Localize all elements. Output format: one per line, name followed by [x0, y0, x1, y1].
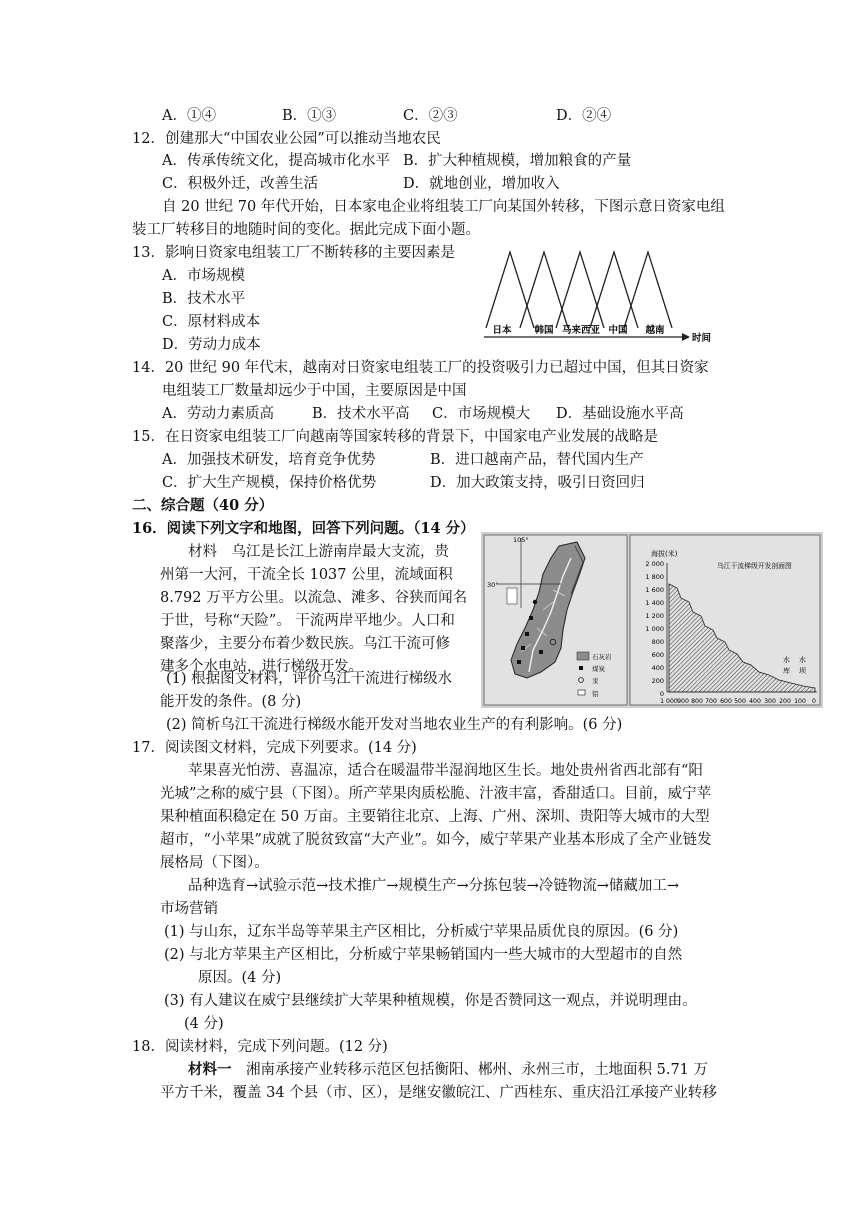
q16-material-line-5: 聚落少，主要分布着少数民族。乌江干流可修 — [160, 636, 450, 652]
wujiang-profile-chart — [630, 535, 820, 705]
profile-title: 乌江干流梯级开发剖面图 — [717, 562, 792, 570]
q17-para-line-1: 苹果喜光怕涝、喜温凉，适合在暖温带半湿润地区生长。地处贵州省西北部有“阳 — [188, 763, 703, 779]
q12-stem: 12．创建那大“中国农业公园”可以推动当地农民 — [132, 131, 441, 147]
q16-stem: 16．阅读下列文字和地图，回答下列问题。（14 分） — [132, 520, 475, 537]
q11-option-d: D．②④ — [556, 108, 612, 124]
q15-stem: 15．在日资家电组装工厂向越南等国家转移的背景下，中国家电产业发展的战略是 — [132, 429, 658, 445]
ytick-1200: 1 200 — [645, 612, 664, 620]
q13-option-b: B．技术水平 — [162, 291, 246, 307]
q17-sub3-line-2: (4 分) — [184, 1016, 224, 1032]
q11-option-b: B．①③ — [282, 108, 337, 124]
q13-stem: 13．影响日资家电组装工厂不断转移的主要因素是 — [132, 245, 455, 261]
ytick-800: 800 — [651, 638, 664, 646]
ytick-1800: 1 800 — [645, 573, 664, 581]
xtick-400: 400 — [749, 698, 761, 705]
profile-label-ku: 库 — [783, 667, 790, 675]
wujiang-basin-map — [484, 535, 627, 705]
profile-ylabel: 海拔(米) — [651, 550, 678, 558]
q18-material-line-1 — [188, 1060, 708, 1080]
q17-stem: 17．阅读图文材料，完成下列要求。(14 分) — [132, 740, 417, 756]
ytick-1400: 1 400 — [645, 599, 664, 607]
q15-option-b: B．进口越南产品，替代国内生产 — [430, 452, 644, 468]
legend-aluminium: 铝 — [592, 690, 599, 698]
profile-label-shui-1: 水 — [783, 656, 790, 664]
longitude-label: 105° — [513, 536, 529, 544]
xtick-200: 200 — [779, 698, 791, 705]
profile-label-shui-2: 水 — [799, 656, 806, 664]
q16-material-line-2: 州第一大河，干流全长 1037 公里，流域面积 — [160, 567, 453, 583]
q17-sub3-line-1: (3) 有人建议在威宁县继续扩大苹果种植规模，你是否赞同这一观点，并说明理由。 — [164, 993, 697, 1009]
q13-option-d: D．劳动力成本 — [162, 337, 261, 353]
q17-sub2-line-1: (2) 与北方苹果主产区相比，分析威宁苹果畅销国内一些大城市的大型超市的自然 — [164, 947, 683, 963]
q16-sub1-line-1: (1) 根据图文材料，评价乌江干流进行梯级水 — [166, 671, 453, 687]
ytick-2000: 2 000 — [645, 560, 664, 568]
xtick-300: 300 — [764, 698, 776, 705]
ytick-0: 0 — [659, 690, 664, 698]
q18-material-label: 材料一 — [188, 1061, 232, 1078]
q12-option-c: C．积极外迁，改善生活 — [162, 176, 319, 192]
xtick-700: 700 — [705, 698, 717, 705]
q14-option-d: D．基础设施水平高 — [556, 406, 684, 422]
ytick-600: 600 — [651, 651, 664, 659]
legend-limestone: 石灰岩 — [592, 653, 612, 661]
q13-option-c: C．原材料成本 — [162, 314, 261, 330]
q15-option-a: A．加强技术研发，培育竞争优势 — [162, 452, 376, 468]
q16-material-line-4: 于世，号称“天险”。 干流两岸平地少。人口和 — [160, 613, 455, 629]
q11-option-a: A．①④ — [162, 108, 216, 124]
q14-stem-line-2: 电组装工厂数量却远少于中国，主要原因是中国 — [162, 383, 467, 399]
q17-para-line-4: 超市，“小苹果”成就了脱贫致富“大产业”。如今，威宁苹果产业基本形成了全产业链发 — [160, 832, 712, 848]
legend-mercury: 汞 — [592, 677, 599, 685]
q16-material-line-3: 8.792 万平方公里。以流急、滩多、谷狭而闻名 — [160, 590, 468, 606]
intro-line-1: 自 20 世纪 70 年代开始，日本家电企业将组装工厂向某国外转移，下图示意日资家电组 — [162, 199, 725, 215]
q15-option-d: D．加大政策支持，吸引日资回归 — [430, 475, 645, 491]
q12-option-d: D．就地创业，增加收入 — [403, 176, 560, 192]
profile-label-ba: 坝 — [799, 667, 806, 675]
q14-option-b: B．技术水平高 — [312, 406, 410, 422]
xtick-900: 900 — [677, 698, 689, 705]
country-label-vietnam: 越南 — [645, 325, 665, 336]
q12-option-b: B．扩大种植规模，增加粮食的产量 — [403, 153, 632, 169]
q12-option-a: A．传承传统文化，提高城市化水平 — [162, 153, 390, 169]
intro-line-2: 装工厂转移目的地随时间的变化。据此完成下面小题。 — [132, 222, 480, 238]
wujiang-figure — [481, 532, 823, 708]
q15-option-c: C．扩大生产规模，保持价格优势 — [162, 475, 377, 491]
xtick-800: 800 — [691, 698, 703, 705]
legend-coal: 煤炭 — [592, 665, 605, 673]
q14-option-a: A．劳动力素质高 — [162, 406, 274, 422]
q11-option-c: C．②③ — [403, 108, 458, 124]
q17-chain-line-1: 品种选育→试验示范→技术推广→规模生产→分拣包装→冷链物流→储藏加工→ — [188, 878, 680, 894]
q16-sub2: (2) 简析乌江干流进行梯级水能开发对当地农业生产的有利影响。(6 分) — [166, 717, 623, 733]
q18-material-text-1: 湘南承接产业转移示范区包括衡阳、郴州、永州三市，土地面积 5.71 万 — [231, 1062, 709, 1078]
q17-para-line-5: 展格局（下图）。 — [160, 855, 269, 871]
ytick-200: 200 — [651, 677, 664, 685]
q17-sub2-line-2: 原因。(4 分) — [198, 970, 282, 986]
q14-stem-line-1: 14．20 世纪 90 年代末，越南对日资家电组装工厂的投资吸引力已超过中国，但其日资家 — [132, 360, 709, 376]
factory-transfer-diagram — [478, 246, 718, 348]
section-heading: 二、综合题（40 分） — [132, 497, 274, 514]
q17-para-line-3: 果种植面积稳定在 50 万亩。主要销往北京、上海、广州、深圳、贵阳等大城市的大型 — [160, 809, 710, 825]
q13-option-a: A．市场规模 — [162, 268, 245, 284]
q18-material-line-2: 平方千米，覆盖 34 个县（市、区），是继安徽皖江、广西桂东、重庆沿江承接产业转移 — [160, 1085, 717, 1101]
q18-stem: 18．阅读材料，完成下列问题。(12 分) — [132, 1039, 388, 1055]
q16-sub1-line-2: 能开发的条件。(8 分) — [160, 694, 302, 710]
ytick-1000: 1 000 — [645, 625, 664, 633]
ytick-1600: 1 600 — [645, 586, 664, 594]
country-label-china: 中国 — [608, 325, 628, 336]
xtick-500: 500 — [734, 698, 746, 705]
country-label-japan: 日本 — [492, 325, 512, 336]
country-label-korea: 韩国 — [534, 325, 554, 336]
xtick-0: 0 — [812, 698, 816, 705]
q17-para-line-2: 光城”之称的威宁县（下图）。所产苹果肉质松脆、汁液丰富，香甜适口。目前，威宁苹 — [160, 786, 712, 802]
latitude-label: 30° — [487, 581, 499, 589]
time-axis-label: 时间 — [692, 333, 712, 344]
q16-material-line-6: 建多个水电站，进行梯级开发。 — [160, 659, 363, 675]
q16-material-line-1: 材料 乌江是长江上游南岸最大支流，贵 — [188, 544, 449, 560]
ytick-400: 400 — [651, 664, 664, 672]
country-label-malaysia: 马来西亚 — [561, 325, 601, 336]
q17-sub1: (1) 与山东，辽东半岛等苹果主产区相比，分析威宁苹果品质优良的原因。(6 分) — [164, 924, 679, 940]
xtick-100: 100 — [794, 698, 806, 705]
q17-chain-line-2: 市场营销 — [160, 901, 218, 917]
xtick-1000: 1 000 — [660, 698, 678, 705]
xtick-600: 600 — [720, 698, 732, 705]
q14-option-c: C．市场规模大 — [432, 406, 531, 422]
